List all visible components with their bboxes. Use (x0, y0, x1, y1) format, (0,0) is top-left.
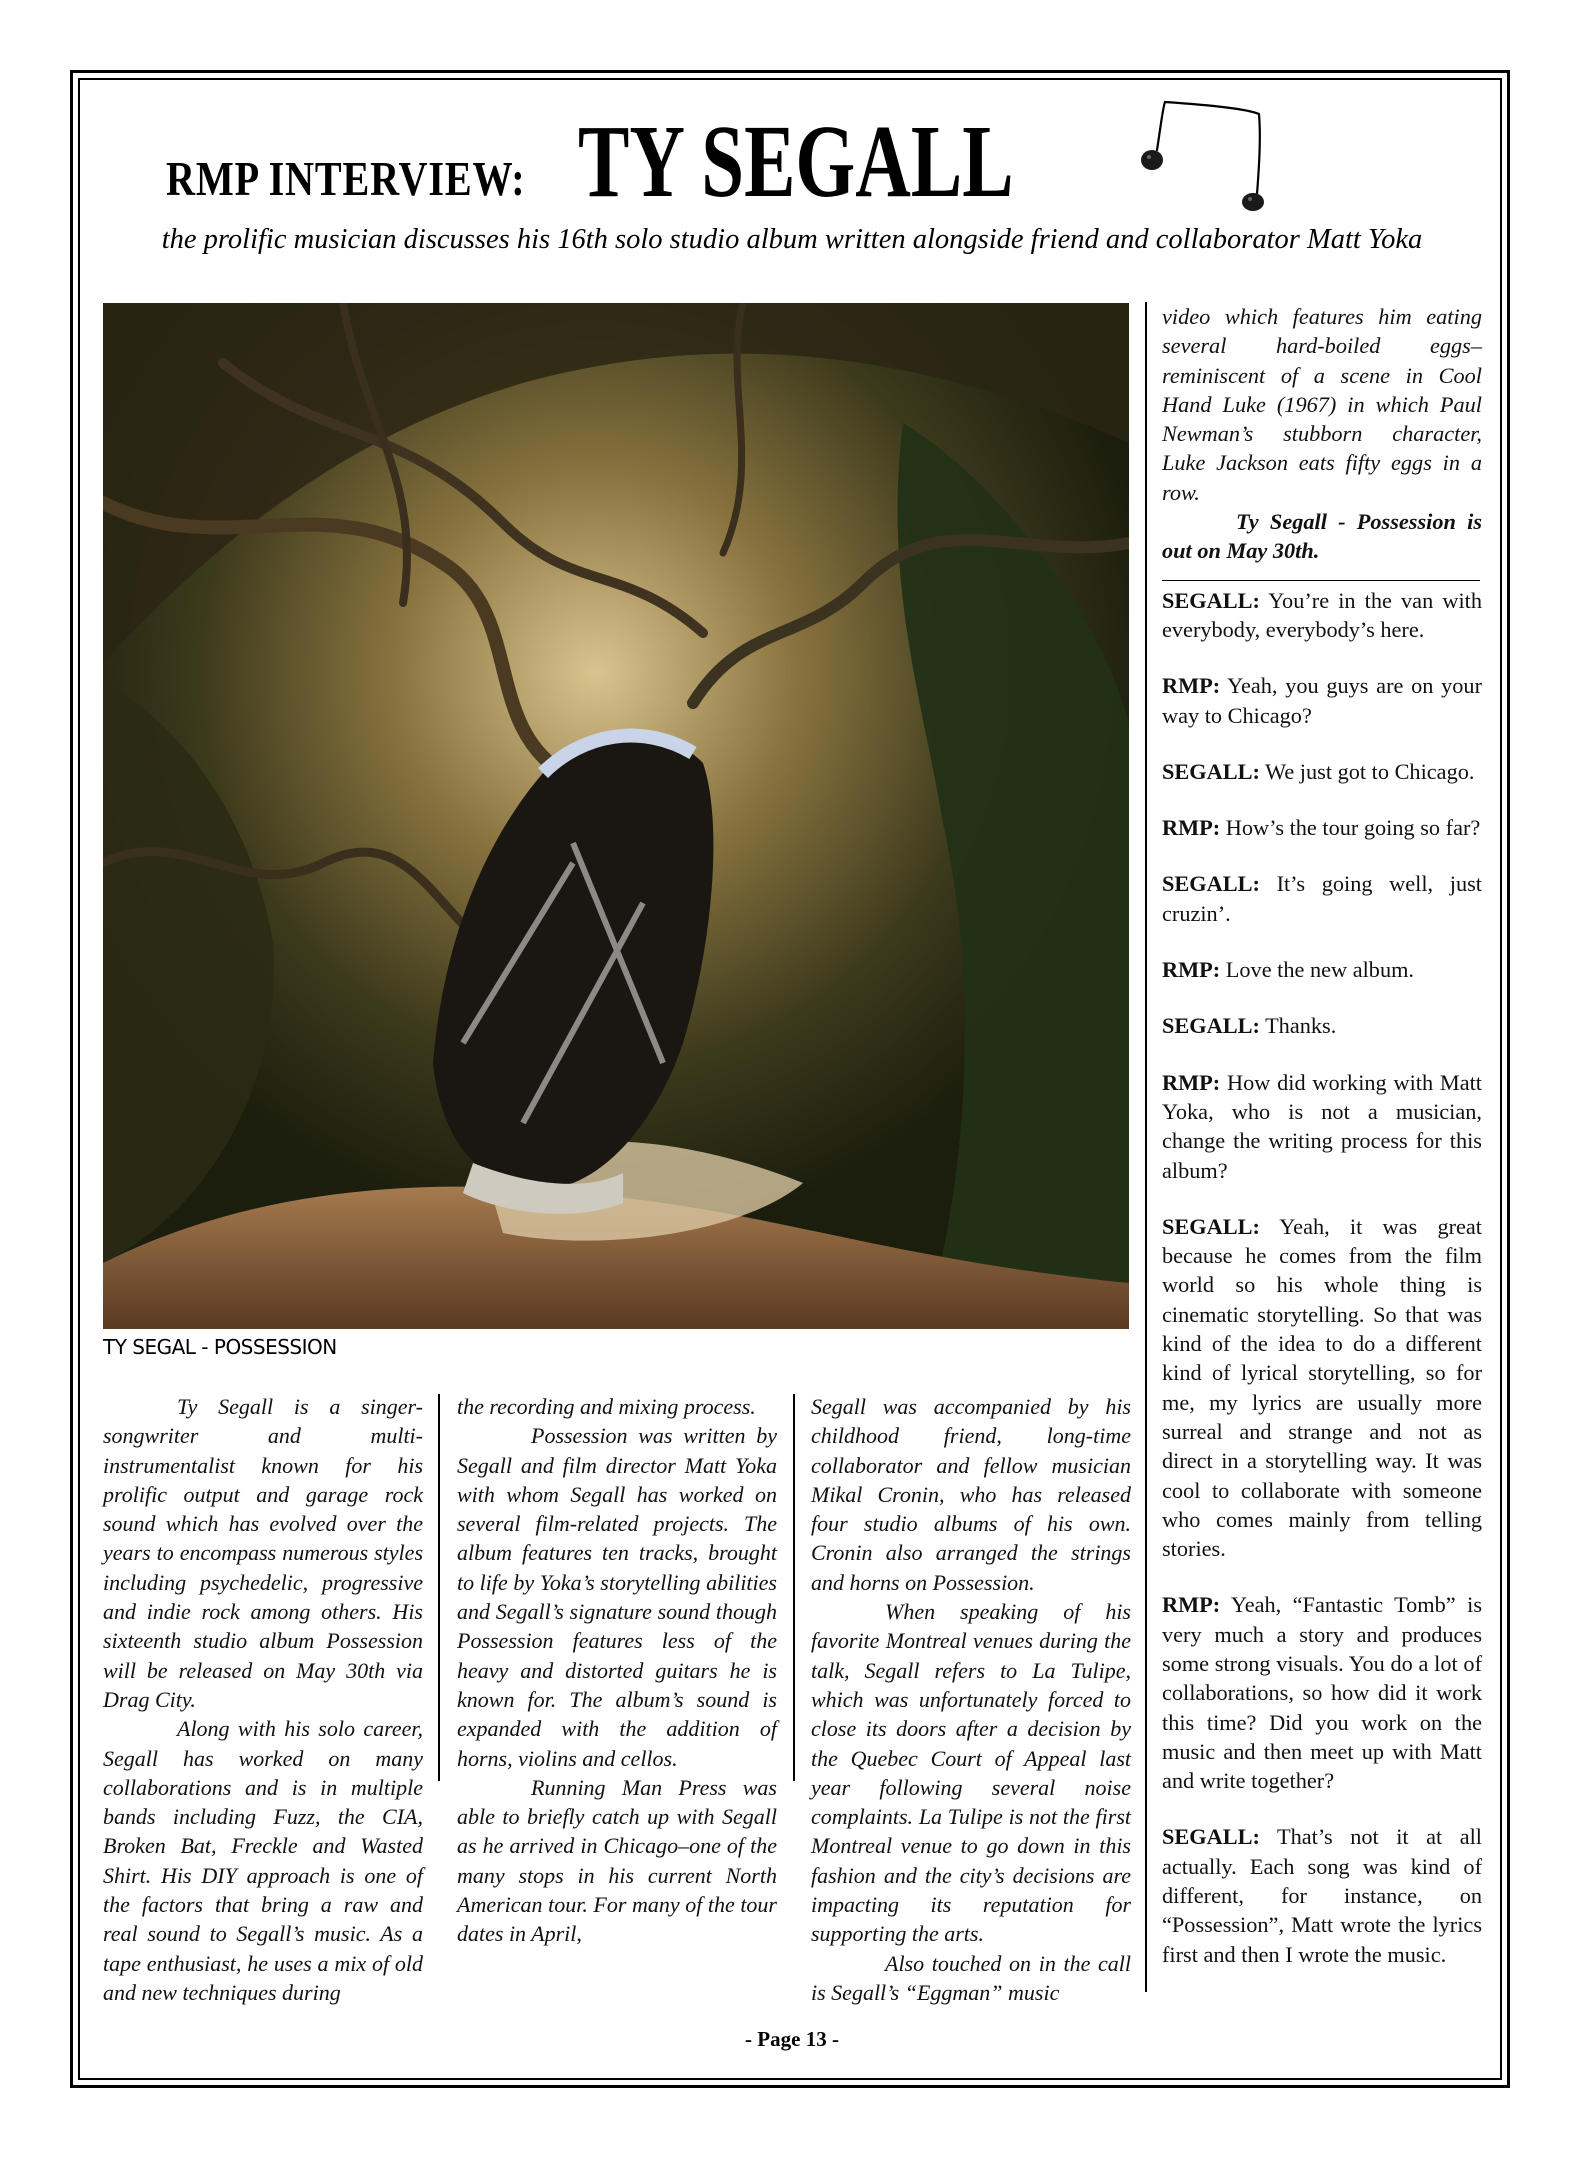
article-paragraph: Running Man Press was able to briefly catch up with Segall as he arrived in Chicago–one of the many stops in his current North American tour. For many of the tour dates in April, (457, 1774, 777, 1947)
column-divider (438, 1394, 440, 1781)
speaker-label: RMP: (1162, 957, 1221, 983)
speaker-label: RMP: (1162, 673, 1221, 699)
article-column-1 (103, 1392, 423, 2007)
interview-text: Thanks. (1265, 1013, 1337, 1039)
interview-qa-list (1162, 586, 1482, 1969)
headline-subtitle: the prolific musician discusses his 16th solo studio album written alongside friend and collaborator Matt Yoka (161, 224, 1423, 255)
album-cover-photo (103, 303, 1129, 1329)
speaker-label: SEGALL: (1162, 758, 1260, 784)
interview-entry (1162, 1212, 1482, 1564)
release-note: Ty Segall - Possession is out on May 30th. (1162, 509, 1482, 564)
interview-text: Yeah, it was great because he comes from the film world so his whole thing is cinematic storytelling. So that was kind of the idea to do a different kind of lyrical storytelling, so for me, my lyrics are usually more surreal and strange and not as direct in a storytelling way. It was cool to collaborate with someone who comes mainly from telling stories. (1162, 1213, 1482, 1562)
article-paragraph: video which features him eating several hard-boiled eggs–reminiscent of a scene in Cool Hand Luke (1967) in which Paul Newman’s stubborn character, Luke Jackson eats fifty eggs in a row. (1162, 304, 1482, 505)
speaker-label: RMP: (1162, 1592, 1221, 1618)
article-paragraph: Possession was written by Segall and film director Matt Yoka with whom Segall has worked on several film-related projects. The album features ten tracks, brought to life by Yoka’s storytelling abilities and Segall’s signature sound though Possession features less of the heavy and distorted guitars he is known for. The album’s sound is expanded with the addition of horns, violins and cellos. (457, 1423, 777, 1771)
speaker-label: SEGALL: (1162, 587, 1260, 613)
artist-name-headline: TY SEGALL (578, 104, 1014, 219)
interview-entry (1162, 586, 1482, 645)
interview-text: Yeah, you guys are on your way to Chicago? (1162, 673, 1482, 728)
article-paragraph: Also touched on in the call is Segall’s “Eggman” music (811, 1950, 1131, 2005)
music-note-icon (1135, 98, 1295, 218)
article-paragraph: Along with his solo career, Segall has worked on many collaborations and is in multiple bands including Fuzz, the CIA, Broken Bat, Freckle and Wasted Shirt. His DIY approach is one of the factors that bring a raw and real sound to Segall’s music. As a tape enthusiast, he uses a mix of old and new techniques during (103, 1716, 423, 2005)
interview-entry (1162, 757, 1482, 786)
interview-text: That’s not it at all actually. Each song was kind of different, for instance, on “Possession”, Matt wrote the lyrics first and then I wrote the music. (1162, 1824, 1482, 1967)
article-paragraph: Ty Segall is a singer-songwriter and multi-instrumentalist known for his prolific output and garage rock sound which has evolved over the years to encompass numerous styles including psychedelic, progressive and indie rock among others. His sixteenth studio album Possession will be released on May 30th via Drag City. (103, 1394, 423, 1712)
photo-caption: TY SEGAL - POSSESSION (103, 1335, 337, 1359)
speaker-label: RMP: (1162, 815, 1221, 841)
speaker-label: SEGALL: (1162, 1824, 1260, 1850)
column-divider (1145, 302, 1147, 1992)
page-number: - Page 13 - (745, 2027, 839, 2051)
interview-entry (1162, 671, 1482, 730)
article-paragraph: the recording and mixing process. (457, 1394, 756, 1419)
interview-entry (1162, 1590, 1482, 1795)
section-rule (1162, 580, 1480, 581)
interview-entry (1162, 813, 1482, 842)
interview-entry (1162, 1011, 1482, 1040)
interview-text: How’s the tour going so far? (1225, 815, 1481, 841)
article-paragraph: Segall was accompanied by his childhood friend, long-time collaborator and fellow musician Mikal Cronin, who has released four studio albums of his own. Cronin also arranged the strings and horns on Possession. (811, 1394, 1131, 1595)
column-divider (793, 1394, 795, 1781)
interview-entry (1162, 955, 1482, 984)
article-column-3 (811, 1392, 1131, 2007)
speaker-label: RMP: (1162, 1069, 1221, 1095)
interview-text: Love the new album. (1225, 957, 1415, 983)
interview-text: You’re in the van with everybody, everybody’s here. (1162, 587, 1482, 642)
interview-text: We just got to Chicago. (1265, 758, 1475, 784)
article-column-2 (457, 1392, 777, 1949)
interview-entry (1162, 1822, 1482, 1968)
interview-column (1162, 302, 1482, 1996)
interview-text: It’s going well, just cruzin’. (1162, 871, 1483, 926)
article-paragraph: When speaking of his favorite Montreal venues during the talk, Segall refers to La Tulipe, which was unfortunately forced to close its doors after a decision by the Quebec Court of Appeal last year following several noise complaints. La Tulipe is not the first Montreal venue to go down in this fashion and the city’s decisions are impacting its reputation for supporting the arts. (811, 1599, 1131, 1947)
interview-text: How did working with Matt Yoka, who is not a musician, change the writing process for this album? (1162, 1069, 1482, 1183)
speaker-label: SEGALL: (1162, 871, 1260, 897)
speaker-label: SEGALL: (1162, 1213, 1260, 1239)
interview-entry (1162, 869, 1482, 928)
speaker-label: SEGALL: (1162, 1013, 1260, 1039)
interview-entry (1162, 1068, 1482, 1185)
article-continuation (1162, 302, 1482, 566)
interview-text: Yeah, “Fantastic Tomb” is very much a story and produces some strong visuals. You do a lot of collaborations, so how did it work this time? Did you work on the music and then meet up with Matt and write together? (1162, 1592, 1483, 1794)
interview-kicker: RMP INTERVIEW: (166, 151, 526, 206)
